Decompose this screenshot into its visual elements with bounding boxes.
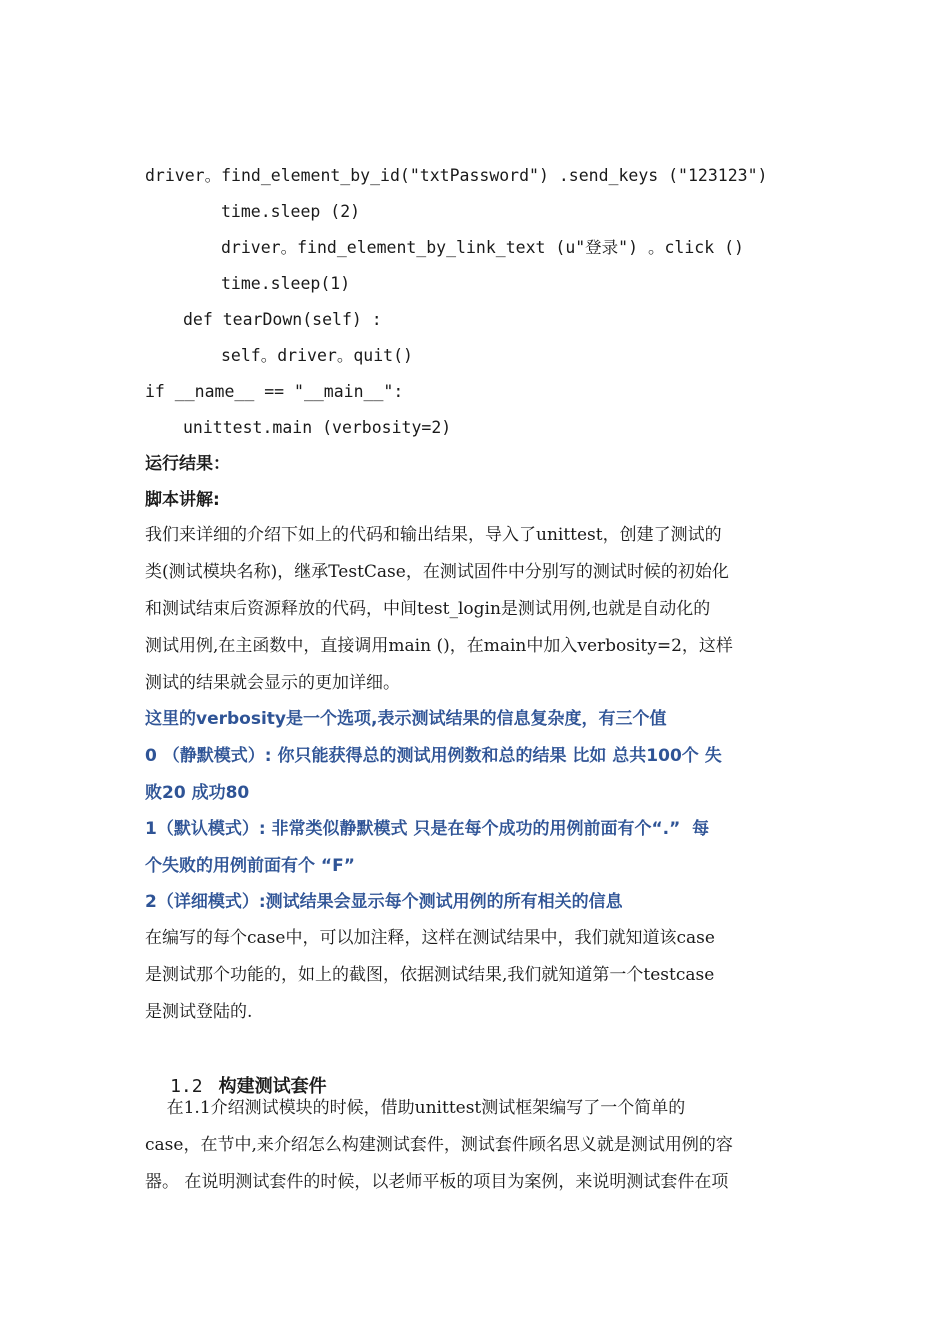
section-number: 1.2 [170,1076,203,1097]
paragraph2-line-3: 是测试登陆的. [145,1002,253,1022]
section-title: 构建测试套件 [218,1076,327,1097]
verbosity-2-line: 2（详细模式）:测试结果会显示每个测试用例的所有相关的信息 [145,892,623,912]
code-line-1: driver。find_element_by_id("txtPassword") .send_keys ("123123") [145,166,768,185]
verbosity-0-line-1: 0 （静默模式）: 你只能获得总的测试用例数和总的结果 比如 总共100个 失 [145,746,722,766]
paragraph1-line-5: 测试的结果就会显示的更加详细。 [145,673,400,693]
paragraph2-line-2: 是测试那个功能的，如上的截图，依据测试结果,我们就知道第一个testcase [145,965,715,985]
paragraph1-line-1: 我们来详细的介绍下如上的代码和输出结果，导入了unittest，创建了测试的 [145,525,722,545]
paragraph1-line-3: 和测试结束后资源释放的代码，中间test_login是测试用例,也就是自动化的 [145,599,711,619]
paragraph1-line-2: 类(测试模块名称)，继承TestCase，在测试固件中分别写的测试时候的初始化 [145,562,729,582]
paragraph3-line-1: 在1.1介绍测试模块的时候，借助unittest测试框架编写了一个简单的 [145,1098,686,1118]
paragraph3-line-3: 器。 在说明测试套件的时候，以老师平板的项目为案例，来说明测试套件在项 [145,1172,729,1192]
verbosity-1-line-1: 1（默认模式）: 非常类似静默模式 只是在每个成功的用例前面有个“.” 每 [145,819,710,839]
verbosity-intro: 这里的verbosity是一个选项,表示测试结果的信息复杂度，有三个值 [145,709,667,729]
run-result-label: 运行结果： [145,454,230,474]
code-line-7: if __name__ == "__main__": [145,382,404,401]
script-explain-label: 脚本讲解: [145,490,220,510]
code-line-5: def tearDown(self) : [183,310,382,329]
verbosity-1-line-2: 个失败的用例前面有个 “F” [145,856,355,876]
code-line-6: self。driver。quit() [221,346,413,365]
code-line-3: driver。find_element_by_link_text (u"登录") 。click () [221,238,744,257]
paragraph3-line-2: case，在节中,来介绍怎么构建测试套件，测试套件顾名思义就是测试用例的容 [145,1135,733,1155]
code-line-4: time.sleep(1) [221,274,351,293]
verbosity-0-line-2: 败20 成功80 [145,783,250,803]
paragraph1-line-4: 测试用例,在主函数中，直接调用main ()，在main中加入verbosity=2，这样 [145,636,733,656]
code-line-8: unittest.main (verbosity=2) [183,418,452,437]
code-line-2: time.sleep (2) [221,202,361,221]
paragraph2-line-1: 在编写的每个case中，可以加注释，这样在测试结果中，我们就知道该case [145,928,715,948]
